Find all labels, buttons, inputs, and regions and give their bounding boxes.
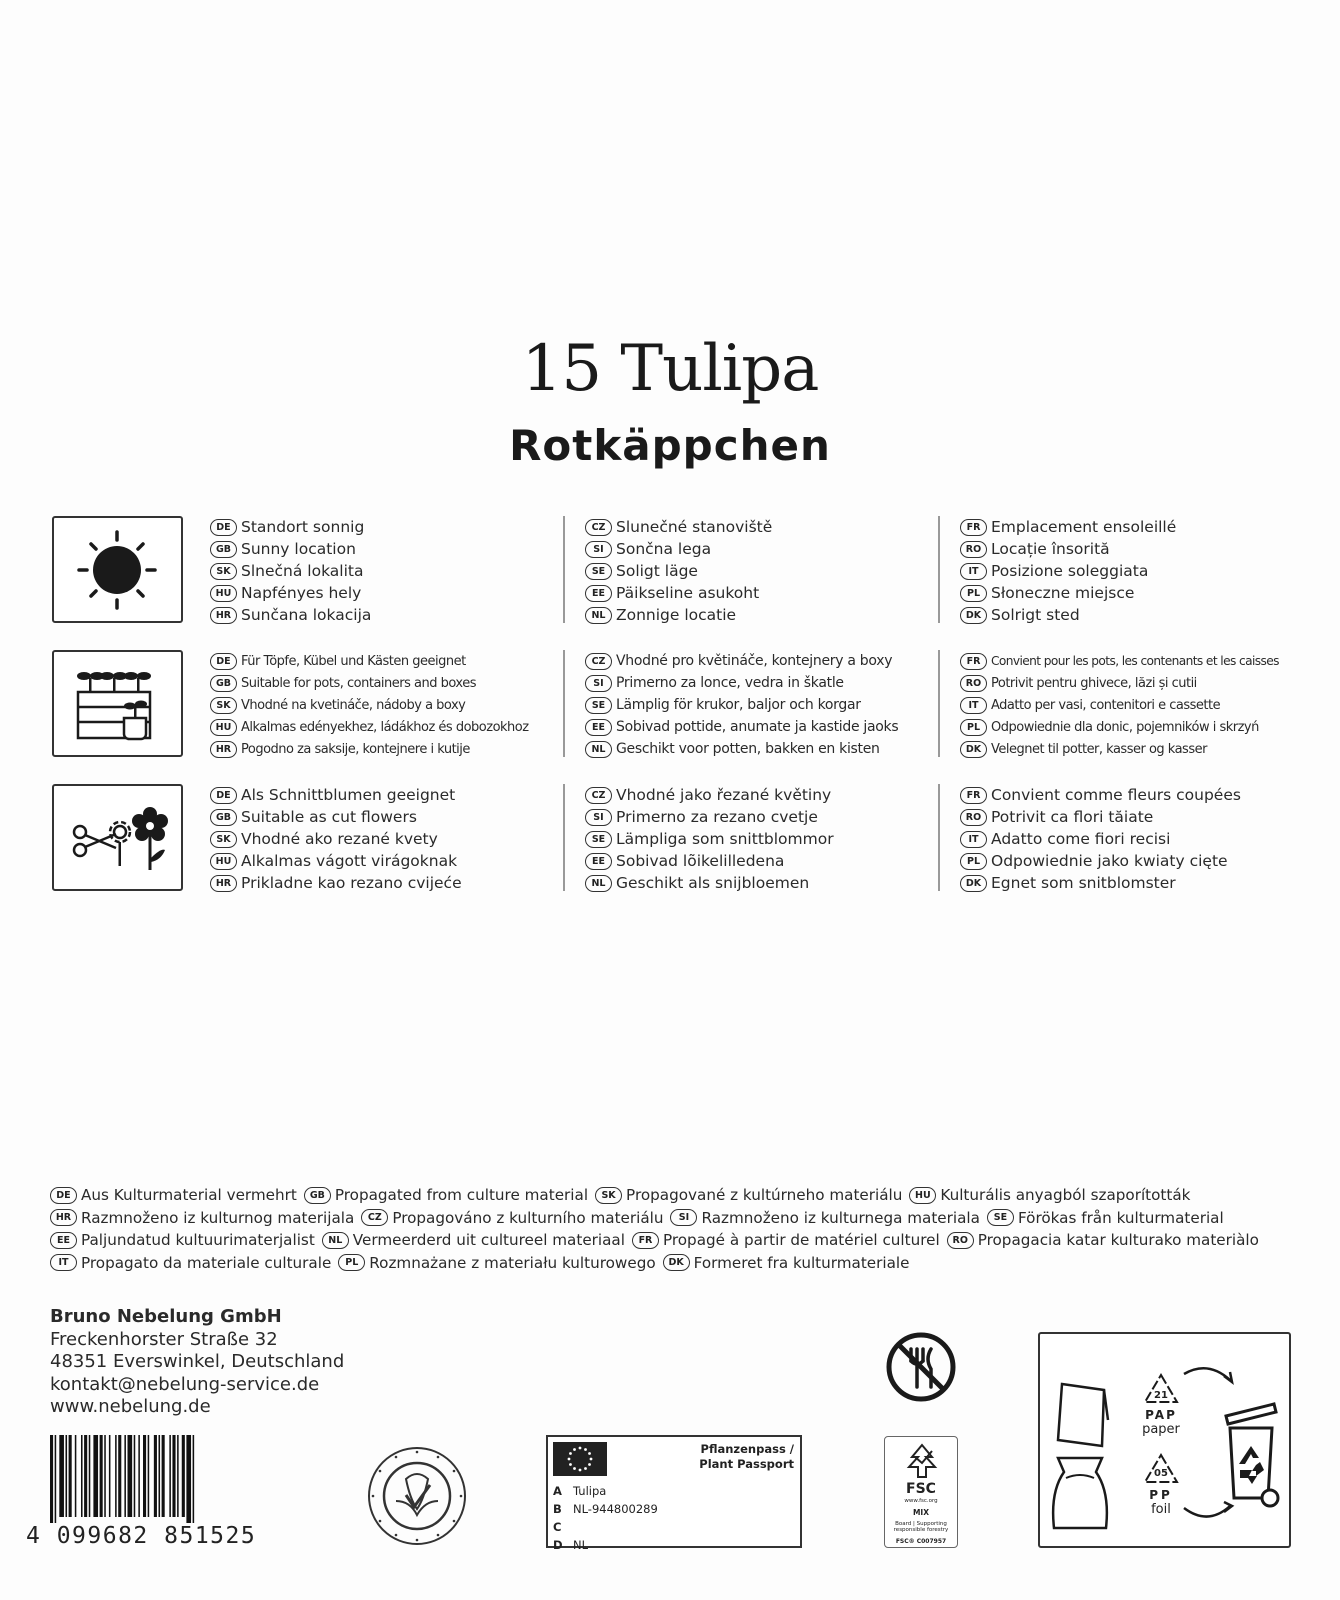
list-item: PL Słoneczne miejsce: [960, 582, 1176, 604]
list-item: HU Alkalmas edényekhez, ládákhoz és dobozokhoz: [210, 716, 529, 738]
list-item: SI Primerno za lonce, vedra in škatle: [585, 672, 898, 694]
list-item: CZ Vhodné jako řezané květiny: [585, 784, 834, 806]
divider: [563, 516, 565, 623]
list-item: HU Alkalmas vágott virágoknak: [210, 850, 462, 872]
barcode-bar: [193, 1435, 195, 1523]
list-item: SK Vhodné ako rezané kvety: [210, 828, 462, 850]
list-item: NL Geschikt als snijbloemen: [585, 872, 834, 894]
cut-flowers-icon: [54, 786, 181, 889]
foil-label: foil: [1151, 1502, 1171, 1517]
list-item: IT Posizione soleggiata: [960, 560, 1176, 582]
barcode-bar: [55, 1435, 57, 1523]
list-item: GB Suitable as cut flowers: [210, 806, 462, 828]
list-item: SK Vhodné na kvetináče, nádoby a boxy: [210, 694, 529, 716]
divider: [938, 516, 940, 623]
plant-passport-row: C: [553, 1520, 562, 1534]
propagation-line: EE Paljundatud kultuurimaterjalist NL Vermeerderd uit cultureel materiaal FR Propagé à partir de matériel culturel RO Propagacia katar kulturako materiàlo: [50, 1229, 1310, 1252]
row3-col3: [960, 784, 1241, 894]
sun-icon: [54, 518, 181, 621]
barcode-bar: [162, 1435, 165, 1517]
list-item: HR Pogodno za saksije, kontejnere i kutije: [210, 738, 529, 760]
list-item: SE Lämpliga som snittblommor: [585, 828, 834, 850]
eu-star: [579, 1447, 582, 1450]
barcode-bar: [89, 1435, 91, 1517]
barcode-bar: [169, 1435, 171, 1517]
row1-col2: [585, 516, 772, 626]
arrow-icon: [1178, 1354, 1238, 1394]
list-item: NL Zonnige locatie: [585, 604, 772, 626]
eu-star: [590, 1458, 593, 1461]
fsc-mix: MIX: [912, 1508, 930, 1517]
list-item: GB Sunny location: [210, 538, 371, 560]
fsc-claim: Board | Supporting responsible forestry: [893, 1521, 949, 1533]
barcode-digits: 4 099682 851525: [26, 1523, 257, 1549]
list-item: EE Sobivad lõikelilledena: [585, 850, 834, 872]
company-address: [50, 1306, 344, 1419]
planter-icon-box: [52, 650, 183, 757]
list-item: SE Lämplig för krukor, baljor och korgar: [585, 694, 898, 716]
eu-star: [569, 1452, 572, 1455]
fsc-label: [884, 1436, 958, 1548]
eu-star: [573, 1448, 576, 1451]
barcode-bar: [104, 1435, 106, 1517]
barcode-bar: [75, 1435, 77, 1517]
row2-col2: [585, 650, 898, 760]
barcode-bar: [177, 1435, 179, 1517]
row1-col3: [960, 516, 1176, 626]
eu-flag-icon: [553, 1442, 607, 1476]
eu-star: [568, 1458, 571, 1461]
list-item: PL Odpowiednie dla donic, pojemników i skrzyń: [960, 716, 1279, 738]
company-website[interactable]: www.nebelung.de: [50, 1396, 211, 1418]
planter-box-icon: [54, 652, 181, 755]
eu-star: [588, 1463, 591, 1466]
propagation-statement: [50, 1184, 1310, 1274]
barcode-bar: [143, 1435, 146, 1517]
barcode-bar: [154, 1435, 157, 1517]
company-street: Freckenhorster Straße 32: [50, 1328, 278, 1350]
list-item: SE Soligt läge: [585, 560, 772, 582]
list-item: DK Velegnet til potter, kasser og kasser: [960, 738, 1279, 760]
list-item: GB Suitable for pots, containers and boxes: [210, 672, 529, 694]
barcode: [50, 1435, 272, 1523]
fsc-title: FSC: [906, 1481, 936, 1497]
fsc-tree-logo: [885, 1441, 959, 1481]
plant-passport-rows: [553, 1482, 658, 1554]
list-item: RO Potrivit pentru ghivece, lăzi și cutii: [960, 672, 1279, 694]
eu-star: [584, 1448, 587, 1451]
list-item: EE Päikseline asukoht: [585, 582, 772, 604]
list-item: HR Prikladne kao rezano cvijeće: [210, 872, 462, 894]
recycling-info: [1038, 1332, 1291, 1548]
barcode-bar: [59, 1435, 64, 1517]
sun-icon-box: [52, 516, 183, 623]
list-item: DE Als Schnittblumen geeignet: [210, 784, 462, 806]
list-item: RO Locație însorită: [960, 538, 1176, 560]
company-name: Bruno Nebelung GmbH: [50, 1306, 282, 1327]
list-item: HU Napfényes hely: [210, 582, 371, 604]
not-food-icon: [885, 1331, 957, 1403]
list-item: DK Solrigt sted: [960, 604, 1176, 626]
barcode-bar: [134, 1435, 136, 1517]
divider: [563, 650, 565, 757]
product-variety: Rotkäppchen: [509, 421, 831, 470]
paper-sheet-icon: [1054, 1380, 1114, 1450]
list-item: SI Primerno za rezano cvetje: [585, 806, 834, 828]
eu-star: [569, 1463, 572, 1466]
eu-star: [579, 1469, 582, 1472]
barcode-bar: [69, 1435, 72, 1517]
fsc-url: www.fsc.org: [904, 1498, 938, 1504]
eu-star: [573, 1467, 576, 1470]
barcode-bar: [100, 1435, 103, 1517]
list-item: HR Sunčana lokacija: [210, 604, 371, 626]
foil-code: 05: [1154, 1468, 1168, 1479]
barcode-bar: [186, 1435, 191, 1523]
list-item: CZ Vhodné pro květináče, kontejnery a boxy: [585, 650, 898, 672]
list-item: DE Standort sonnig: [210, 516, 371, 538]
propagation-line: HR Razmnoženo iz kulturnog materijala CZ Propagováno z kulturního materiálu SI Razmnoženo iz kulturnega materiala SE Förökas från kulturmaterial: [50, 1207, 1310, 1230]
propagation-line: DE Aus Kulturmaterial vermehrt GB Propagated from culture material SK Propagované z kultúrneho materiálu HU Kulturális anyagból szaporították: [50, 1184, 1310, 1207]
barcode-bar: [124, 1435, 126, 1517]
row3-col1: [210, 784, 462, 894]
list-item: DK Egnet som snitblomster: [960, 872, 1241, 894]
barcode-bar: [182, 1435, 185, 1517]
barcode-bar: [115, 1435, 117, 1517]
barcode-bar: [50, 1435, 53, 1523]
barcode-bar: [84, 1435, 87, 1517]
product-title: 15 Tulipa: [521, 332, 819, 406]
plant-passport: [546, 1435, 802, 1552]
barcode-bar: [81, 1435, 83, 1517]
divider: [563, 784, 565, 891]
barcode-bar: [138, 1435, 140, 1517]
barcode-bar: [118, 1435, 121, 1517]
paper-abbr: PAP: [1145, 1408, 1177, 1422]
paper-label: paper: [1142, 1422, 1180, 1437]
barcode-bar: [172, 1435, 175, 1517]
recycle-bin-icon: [1216, 1394, 1286, 1514]
list-item: RO Potrivit ca flori tăiate: [960, 806, 1241, 828]
list-item: IT Adatto per vasi, contenitori e cassette: [960, 694, 1279, 716]
company-city: 48351 Everswinkel, Deutschland: [50, 1351, 345, 1373]
foil-abbr: PP: [1149, 1488, 1173, 1502]
list-item: IT Adatto come fiori recisi: [960, 828, 1241, 850]
company-email[interactable]: kontakt@nebelung-service.de: [50, 1373, 320, 1395]
row3-col2: [585, 784, 834, 894]
plant-passport-row: A Tulipa: [553, 1484, 607, 1498]
paper-code: 21: [1154, 1390, 1168, 1401]
propagation-line: IT Propagato da materiale culturale PL Rozmnażane z materiału kulturowego DK Formeret fra kulturmateriale: [50, 1252, 1310, 1275]
barcode-bar: [93, 1435, 98, 1517]
list-item: SI Sončna lega: [585, 538, 772, 560]
list-item: DE Für Töpfe, Kübel und Kästen geeignet: [210, 650, 529, 672]
barcode-bar: [159, 1435, 161, 1517]
eu-star: [588, 1452, 591, 1455]
row2-col3: [960, 650, 1279, 760]
eu-star: [584, 1467, 587, 1470]
list-item: EE Sobivad pottide, anumate ja kastide jaoks: [585, 716, 898, 738]
list-item: PL Odpowiednie jako kwiaty cięte: [960, 850, 1241, 872]
divider: [938, 784, 940, 891]
barcode-bar: [66, 1435, 68, 1517]
plant-passport-title: Pflanzenpass / Plant Passport: [699, 1442, 794, 1471]
barcode-bar: [128, 1435, 133, 1517]
list-item: FR Convient comme fleurs coupées: [960, 784, 1241, 806]
plant-passport-row: D NL: [553, 1538, 589, 1552]
list-item: FR Convient pour les pots, les contenants et les caisses: [960, 650, 1279, 672]
list-item: CZ Slunečné stanoviště: [585, 516, 772, 538]
row2-col1: [210, 650, 529, 760]
foil-bag-icon: [1048, 1452, 1112, 1536]
sustainable-supplier-seal: [366, 1445, 468, 1547]
barcode-bar: [148, 1435, 150, 1517]
list-item: FR Emplacement ensoleillé: [960, 516, 1176, 538]
list-item: SK Slnečná lokalita: [210, 560, 371, 582]
divider: [938, 650, 940, 757]
row1-col1: [210, 516, 371, 626]
cut-flowers-icon-box: [52, 784, 183, 891]
list-item: NL Geschikt voor potten, bakken en kisten: [585, 738, 898, 760]
fsc-code: FSC® C007957: [895, 1538, 947, 1545]
barcode-bar: [109, 1435, 111, 1517]
plant-passport-row: B NL-944800289: [553, 1502, 658, 1516]
